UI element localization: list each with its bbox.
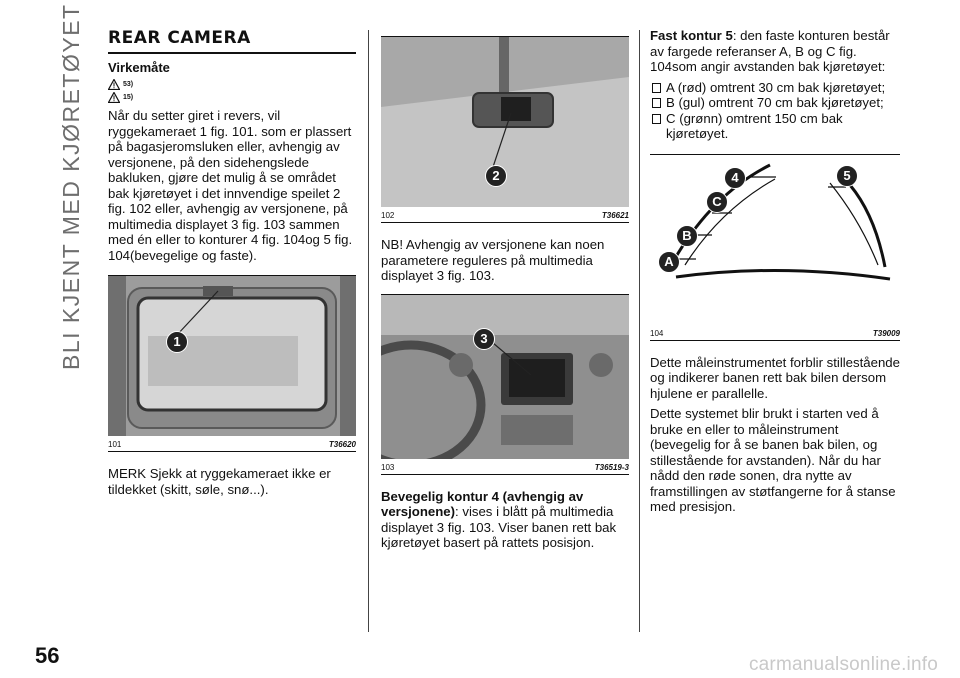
term-description: : den faste konturen består av fargede referanser A, B og C fig. 104som angir avstanden bak kjøretøyet: — [650, 28, 890, 74]
warning-ref — [108, 78, 356, 91]
figure-number: 103 — [381, 462, 395, 472]
subheading: Virkemåte — [108, 60, 170, 75]
paragraph: NB! Avhengig av versjonene kan noen parametere reguleres på multimedia displayet 3 fig. 103. — [381, 237, 605, 283]
figure-number: 101 — [108, 440, 122, 449]
term-description: : vises i blått på multimedia displayet 3 fig. 103. Viser banen rett bak kjøretøyet basert på rattets posisjon. — [381, 504, 617, 550]
paragraph — [381, 489, 629, 551]
paragraph — [650, 28, 900, 75]
list-item — [650, 80, 900, 96]
callout-c: C — [706, 191, 728, 213]
callout-2: 2 — [485, 165, 507, 187]
figure-102 — [381, 36, 629, 223]
warning-ref — [108, 91, 356, 104]
column-2 — [381, 28, 629, 638]
dashboard-photo — [381, 295, 629, 459]
figure-number: 104 — [650, 328, 664, 338]
figure-code: T36620 — [328, 440, 356, 449]
sidebar-title-text: BLI KJENT MED KJØRETØYET — [58, 3, 84, 370]
term-bold: Fast kontur 5 — [650, 28, 733, 43]
column-divider — [639, 30, 640, 632]
figure-103 — [381, 294, 629, 475]
paragraph: Dette måleinstrumentet forblir stillestående og indikerer banen rett bak bilen dersom hjulene er parallelle. — [650, 354, 900, 401]
rear-door-photo — [108, 276, 356, 436]
checkbox-bullet-icon — [652, 83, 661, 93]
callout-b: B — [676, 225, 698, 247]
figure-code: T36621 — [601, 211, 629, 220]
guidelines-diagram — [650, 155, 900, 325]
callout-a: A — [658, 251, 680, 273]
mirror-photo — [381, 37, 629, 207]
figure-caption — [650, 325, 900, 341]
callout-1: 1 — [166, 331, 188, 353]
figure-caption — [381, 459, 629, 475]
footer-watermark: carmanualsonline.info — [748, 654, 938, 675]
list-item-text: A (rød) omtrent 30 cm bak kjøretøyet; — [666, 79, 886, 95]
figure-caption — [381, 207, 629, 223]
column-divider — [368, 30, 369, 632]
paragraph: MERK Sjekk at ryggekameraet ikke er tildekket (skitt, søle, snø...). — [108, 466, 331, 497]
column-1 — [108, 28, 356, 638]
paragraph: Når du setter giret i revers, vil ryggekameraet 1 fig. 101. som er plassert på bagasjeromsluken eller, avhengig av versjonene, på den sidehengslede bakluken, gjøre det mulig å se området bak kjøretøyet i det innvendige speilet 2 fig. 102 eller, avhengig av versjonene, på multimedia displayet 3 fig. 103 sammen med én eller to konturer 4 fig. 104og 5 fig. 104(bevegelige og faste). — [108, 108, 353, 263]
list-item-text: B (gul) omtrent 70 cm bak kjøretøyet; — [666, 95, 884, 110]
term-bold: Bevegelig kontur 4 (avhengig av versjonene) — [381, 488, 584, 519]
section-sidebar-title — [58, 3, 88, 370]
list-item-text: C (grønn) omtrent 150 cm bak kjøretøyet. — [666, 110, 843, 141]
callout-5: 5 — [836, 165, 858, 187]
list-item — [650, 111, 900, 142]
callout-4: 4 — [724, 167, 746, 189]
dashboard-illustration — [381, 295, 629, 459]
caution-triangle-icon — [108, 92, 120, 103]
column-3 — [650, 28, 900, 638]
section-heading: REAR CAMERA — [108, 28, 356, 54]
figure-code: T36519-3 — [594, 462, 629, 472]
figure-caption — [108, 436, 356, 452]
rear-door-illustration — [108, 276, 356, 436]
warning-ref-label: 53) — [123, 81, 134, 88]
checkbox-bullet-icon — [652, 98, 661, 108]
figure-104 — [650, 154, 900, 341]
figure-code: T39009 — [872, 328, 900, 338]
figure-101 — [108, 275, 356, 452]
warning-triangle-icon — [108, 79, 120, 90]
figure-number: 102 — [381, 211, 395, 220]
warning-ref-label: 15) — [123, 94, 134, 101]
checkbox-bullet-icon — [652, 114, 661, 124]
page-number: 56 — [35, 643, 60, 668]
callout-3: 3 — [473, 328, 495, 350]
paragraph: Dette systemet blir brukt i starten ved å bruke en eller to måleinstrument (bevegelig for å se banen bak bilen, og stillestående for avstanden). Når du har nådd den røde sonen, dra nytte av framstillingen av støtfangerne for å stanse med presisjon. — [650, 406, 896, 514]
list-item — [650, 95, 900, 111]
